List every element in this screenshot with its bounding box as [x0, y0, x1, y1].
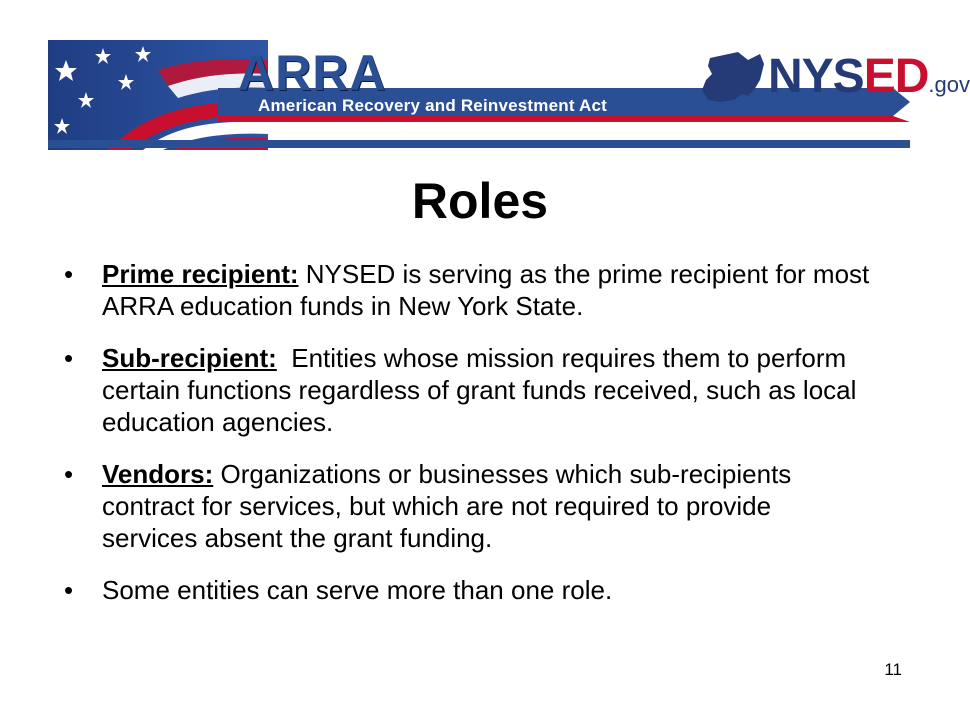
bullet-sub-recipient	[62, 342, 872, 438]
bullet-icon: •	[64, 259, 74, 289]
slide-title: Roles	[411, 173, 549, 229]
bullet-list	[62, 258, 872, 626]
bullet-term: Sub-recipient:	[102, 343, 277, 373]
page-number: 11	[884, 660, 902, 679]
bullet-icon: •	[64, 343, 74, 373]
bullet-text: NYSED is serving as the prime recipient for most ARRA education funds in New York State.	[102, 259, 870, 321]
nysed-logo-text: NYSED.gov	[768, 49, 970, 103]
bullet-vendors	[62, 458, 872, 554]
bullet-text: Entities whose mission requires them to perform certain functions regardless of grant funds received, such as local education agencies.	[102, 343, 864, 437]
bullet-text: Some entities can serve more than one role.	[102, 575, 613, 605]
bullet-multiple-roles	[62, 574, 872, 606]
arra-logo-text: ARRA	[238, 45, 387, 101]
bullet-icon: •	[64, 575, 74, 605]
bullet-icon: •	[64, 459, 74, 489]
bullet-text: Organizations or businesses which sub-recipients contract for services, but which are not required to provide services absent the grant funding.	[102, 459, 792, 553]
arra-subtitle: American Recovery and Reinvestment Act	[258, 96, 607, 115]
arra-nysed-banner	[48, 40, 970, 150]
bullet-prime-recipient	[62, 258, 872, 322]
bullet-term: Vendors:	[102, 459, 214, 489]
bullet-term: Prime recipient:	[102, 259, 299, 289]
nysed-logo	[766, 46, 970, 106]
